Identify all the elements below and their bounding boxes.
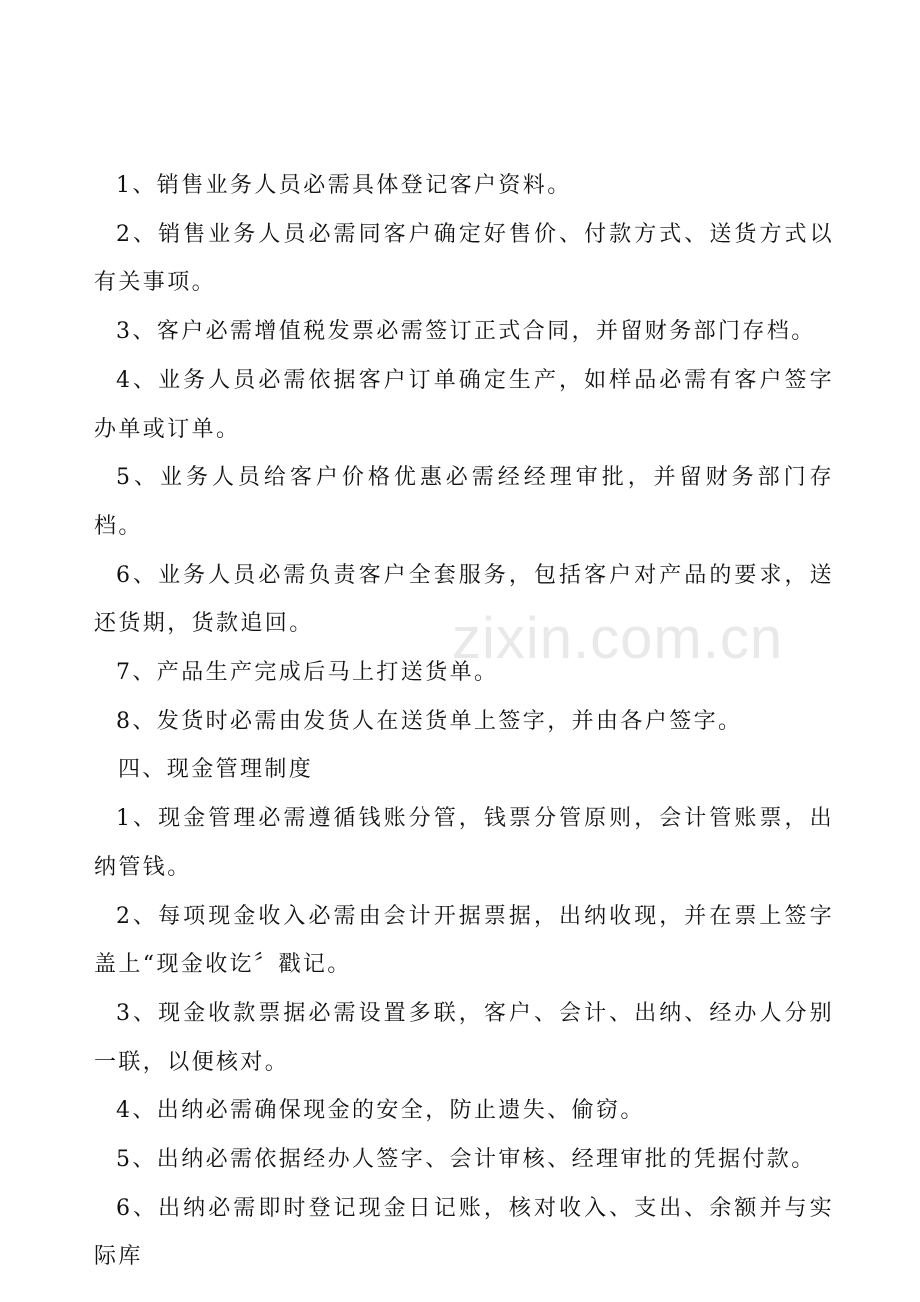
paragraph-sales-5: 5、业务人员给客户价格优惠必需经经理审批，并留财务部门存档。 bbox=[94, 465, 834, 539]
paragraph-sales-6: 6、业务人员必需负责客户全套服务，包括客户对产品的要求，送还货期，货款追回。 bbox=[94, 562, 834, 637]
paragraph-cash-5: 5、出纳必需依据经办人签字、会计审核、经理审批的凭据付款。 bbox=[116, 1147, 816, 1173]
section-heading-cash-management: 四、现金管理制度 bbox=[118, 757, 314, 783]
paragraph-cash-1: 1、现金管理必需遵循钱账分管，钱票分管原则，会计管账票，出纳管钱。 bbox=[94, 806, 834, 880]
paragraph-sales-1: 1、销售业务人员必需具体登记客户资料。 bbox=[116, 173, 572, 198]
paragraph-sales-4: 4、业务人员必需依据客户订单确定生产，如样品必需有客户签字办单或订单。 bbox=[94, 367, 834, 442]
paragraph-cash-6: 6、出纳必需即时登记现金日记账，核对收入、支出、余额并与实际库 bbox=[94, 1195, 834, 1270]
paragraph-cash-2: 2、每项现金收入必需由会计开据票据，出纳收现，并在票上签字盖上“现金收讫〞戳记。 bbox=[94, 903, 834, 978]
paragraph-cash-3: 3、现金收款票据必需设置多联，客户、会计、出纳、经办人分别一联，以便核对。 bbox=[94, 1000, 834, 1075]
paragraph-cash-4: 4、出纳必需确保现金的安全，防止遗失、偷窃。 bbox=[116, 1098, 645, 1124]
paragraph-sales-7: 7、产品生产完成后马上打送货单。 bbox=[116, 660, 499, 686]
document-body bbox=[94, 162, 834, 1282]
paragraph-sales-8: 8、发货时必需由发货人在送货单上签字，并由各户签字。 bbox=[116, 708, 743, 734]
paragraph-sales-3: 3、客户必需增值税发票必需签订正式合同，并留财务部门存档。 bbox=[116, 319, 816, 345]
paragraph-sales-2: 2、销售业务人员必需同客户确定好售价、付款方式、送货方式以有关事项。 bbox=[94, 221, 834, 296]
watermark: zixin.com.cn bbox=[452, 606, 784, 671]
